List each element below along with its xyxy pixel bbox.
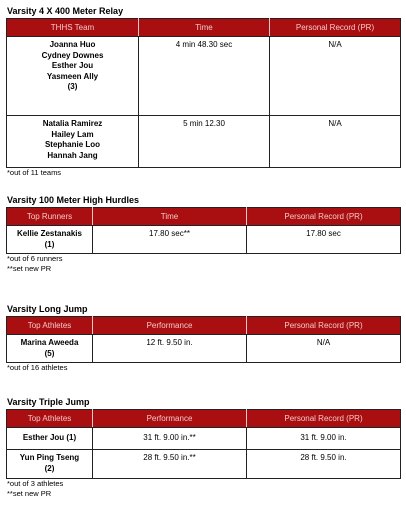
athlete-name: Stephanie Loo [44,140,101,149]
pr-cell: 17.80 sec [247,226,401,254]
pr-cell: N/A [270,116,401,168]
athlete-name: Hailey Lam [51,129,94,139]
rank: (5) [44,348,55,358]
column-header: Personal Record (PR) [247,410,401,428]
column-header: Top Runners [7,208,93,226]
column-header: Top Athletes [7,410,93,428]
section-triple-jump [6,397,400,499]
footnote: *out of 3 athletes [7,479,64,488]
pr-cell: N/A [270,37,401,116]
athlete-cell [7,450,93,479]
table-row [7,116,401,168]
athlete-cell [7,116,139,168]
section-long-jump [6,304,400,373]
results-table [6,409,401,479]
athlete-name: Natalia Ramirez [42,119,103,128]
athlete-name: Joanna Huo [49,40,96,49]
table-header-row [7,317,401,335]
pr-cell: 31 ft. 9.00 in. [247,428,401,450]
footnote: *out of 11 teams [7,168,62,177]
results-table [6,207,401,254]
column-header: Performance [93,317,247,335]
pr-cell: 28 ft. 9.50 in. [247,450,401,479]
table-row [7,226,401,254]
results-table [6,18,401,168]
result-cell: 12 ft. 9.50 in. [93,335,247,363]
footnote: **set new PR [7,264,52,273]
result-cell: 28 ft. 9.50 in.** [93,450,247,479]
section-hurdles [6,195,400,274]
rank: (1) [44,239,55,249]
athlete-cell [7,226,93,254]
footnote: **set new PR [7,489,52,498]
column-header: Performance [93,410,247,428]
column-header: Time [139,19,270,37]
table-row [7,335,401,363]
athlete-name: Yasmeen Ally [46,71,99,81]
table-header-row [7,410,401,428]
column-header: Personal Record (PR) [247,317,401,335]
athlete-cell [7,335,93,363]
section-relay [6,6,400,178]
rank: (3) [67,82,78,91]
athlete-name: Kellie Zestanakis [17,229,82,238]
athlete-name: Hannah Jang [47,150,98,160]
athlete-name: Cydney Downes [41,50,104,60]
table-row [7,37,401,116]
athlete-name: Marina Aweeda [20,338,79,347]
footnote: *out of 16 athletes [7,363,68,372]
rank: (2) [44,463,55,473]
athlete-name: Esther Jou (1) [22,433,77,443]
column-header: Top Athletes [7,317,93,335]
result-cell: 5 min 12.30 [139,116,270,168]
section-title: Varsity Triple Jump [7,397,90,407]
section-title: Varsity Long Jump [7,304,88,314]
pr-cell: N/A [247,335,401,363]
section-title: Varsity 4 X 400 Meter Relay [7,6,124,16]
table-header-row [7,208,401,226]
result-cell: 4 min 48.30 sec [139,37,270,116]
column-header: THHS Team [7,19,139,37]
athlete-name: Esther Jou [51,61,94,70]
result-cell: 31 ft. 9.00 in.** [93,428,247,450]
footnote: *out of 6 runners [7,254,63,263]
column-header: Personal Record (PR) [247,208,401,226]
column-header: Personal Record (PR) [270,19,401,37]
column-header: Time [93,208,247,226]
athlete-cell [7,37,139,116]
table-row [7,450,401,479]
athlete-cell [7,428,93,450]
result-cell: 17.80 sec** [93,226,247,254]
table-row [7,428,401,450]
athlete-name: Yun Ping Tseng [19,453,80,462]
results-table [6,316,401,363]
table-header-row [7,19,401,37]
section-title: Varsity 100 Meter High Hurdles [7,195,140,205]
